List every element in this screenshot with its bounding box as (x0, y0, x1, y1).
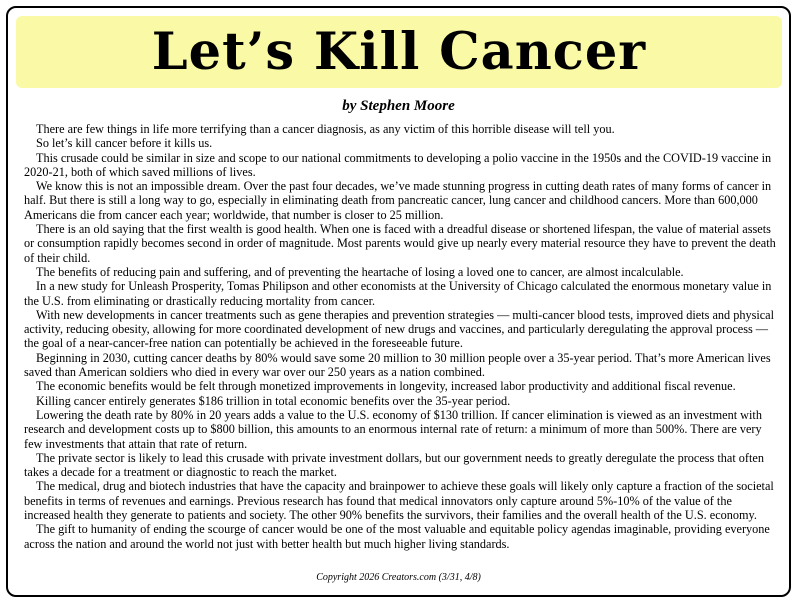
paragraph: The economic benefits would be felt through monetized improvements in longevity, increased labor productivity and additional fiscal revenue. (36, 379, 736, 394)
paragraph: There is an old saying that the first wealth is good health. When one is faced with a dreadful disease or shortened lifespan, the value of material assets or consumption rapidly becomes second in order of magnitude. Most parents would give up nearly every material resource they have to prevent the death of their child. (24, 222, 776, 265)
page-frame (6, 6, 791, 597)
paragraph: The benefits of reducing pain and suffering, and of preventing the heartache of losing a loved one to cancer, are almost incalculable. (36, 264, 684, 279)
paragraph: Beginning in 2030, cutting cancer deaths by 80% would save some 20 million to 30 million people over a 35-year period. That’s more American lives saved than American soldiers who died in every war over our 250 years as a nation combined. (24, 350, 771, 380)
paragraph: The private sector is likely to lead this crusade with private investment dollars, but our government needs to greatly deregulate the process that often takes a decade for a treatment or diagnostic to reach the market. (24, 450, 764, 480)
paragraph: The gift to humanity of ending the scourge of cancer would be one of the most valuable and equitable policy agendas imaginable, providing everyone across the nation and around the world not just with better health but much higher living standards. (24, 522, 770, 551)
copyright-notice: Copyright 2026 Creators.com (3/31, 4/8) (316, 572, 481, 583)
paragraph: There are few things in life more terrifying than a cancer diagnosis, as any victim of this horrible disease will tell you. (36, 122, 615, 136)
article-body (24, 122, 776, 551)
paragraph: In a new study for Unleash Prosperity, Tomas Philipson and other economists at the University of Chicago calculated the enormous monetary value in the U.S. from eliminating or drastically reducing mortality from cancer. (24, 279, 772, 308)
title-band (16, 16, 782, 88)
paragraph: The medical, drug and biotech industries that have the capacity and brainpower to achieve these goals will likely only capture a fraction of the societal benefits in terms of revenues and earnings. Previous research has found that medical innovators only capture around 5%-10% of the value of the increased health they generate to patients and society. The other 90% benefits the survivors, their families and the overall health of the U.S. economy. (24, 479, 774, 523)
byline: by Stephen Moore (342, 98, 455, 114)
paragraph: Killing cancer entirely generates $186 trillion in total economic benefits over the 35-year period. (36, 393, 511, 408)
paragraph: With new developments in cancer treatments such as gene therapies and prevention strategies — multi-cancer blood tests, improved diets and physical activity, reducing obesity, allowing for more coordinated development of new drugs and vaccines, and particularly deregulating the approval process — the goal of a near-cancer-free nation can potentially be achieved in the foreseeable future. (24, 307, 775, 351)
headline: Let’s Kill Cancer (151, 22, 647, 82)
paragraph: We know this is not an impossible dream. Over the past four decades, we’ve made stunning progress in cutting death rates of many forms of cancer in half. But there is still a long way to go, especially in eliminating death from pancreatic cancer, lung cancer and childhood cancers. More than 600,000 Americans die from cancer each year; worldwide, that number is closer to 25 million. (24, 179, 772, 222)
paragraph: Lowering the death rate by 80% in 20 years adds a value to the U.S. economy of $130 trillion. If cancer elimination is viewed as an investment with research and development costs up to $800 billion, this amounts to an enormous internal rate of return: a minimum of more than 500%. There are very few investments that attain that rate of return. (24, 407, 762, 451)
paragraph: This crusade could be similar in size and scope to our national commitments to developing a polio vaccine in the 1950s and the COVID-19 vaccine in 2020-21, both of which saved millions of lives. (24, 150, 772, 179)
paragraph: So let’s kill cancer before it kills us. (36, 136, 213, 151)
